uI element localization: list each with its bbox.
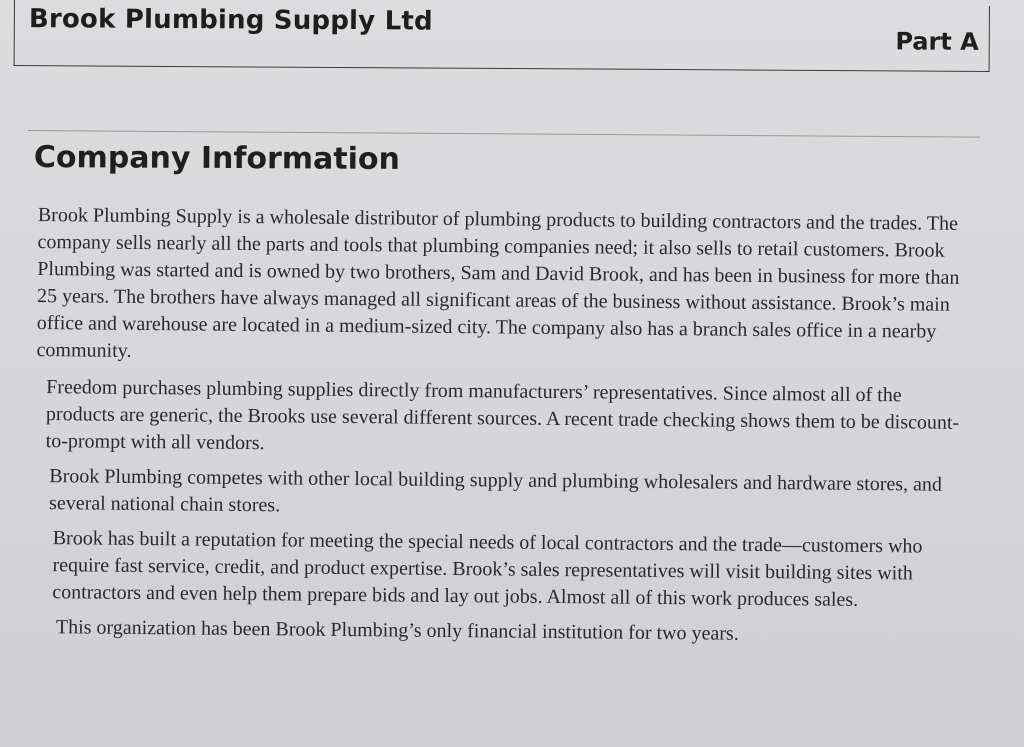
section-title: Company Information <box>33 140 401 177</box>
section-divider <box>28 130 980 138</box>
paragraph-competition: Brook Plumbing competes with other local building supply and plumbing wholesalers and hardware stores, and several national chain stores. <box>49 465 943 517</box>
paragraph-reputation: Brook has built a reputation for meeting the special needs of local contractors and the trade—customers who require fast service, credit, and product expertise. Brook’s sales representatives will visit building sites with contractors and even help them prepare bids and lay out jobs. Almost all of this work produces sales. <box>52 527 923 611</box>
paragraph-financial-institution: This organization has been Brook Plumbing’s only financial institution for two years. <box>55 616 739 645</box>
paragraph-purchasing: Freedom purchases plumbing supplies directly from manufacturers’ representatives. Since almost all of the products are generic, the Brooks use several different sources. A recent trade checking shows them to be discount-to-prompt with all vendors. <box>45 376 960 455</box>
header-box <box>14 0 990 72</box>
paragraph-company-overview: Brook Plumbing Supply is a wholesale distributor of plumbing products to building contractors and the trades. The company sells nearly all the parts and tools that plumbing companies need; it also sells to retail customers. Brook Plumbing was started and is owned by two brothers, Sam and David Brook, and has been in business for more than 25 years. The brothers have always managed all significant areas of the business without assistance. Brook’s main office and warehouse are located in a medium-sized city. The company also has a branch sales office in a nearby community. <box>36 203 960 362</box>
part-label: Part A <box>895 27 979 56</box>
body-text <box>34 202 973 658</box>
company-name: Brook Plumbing Supply Ltd <box>28 4 433 37</box>
